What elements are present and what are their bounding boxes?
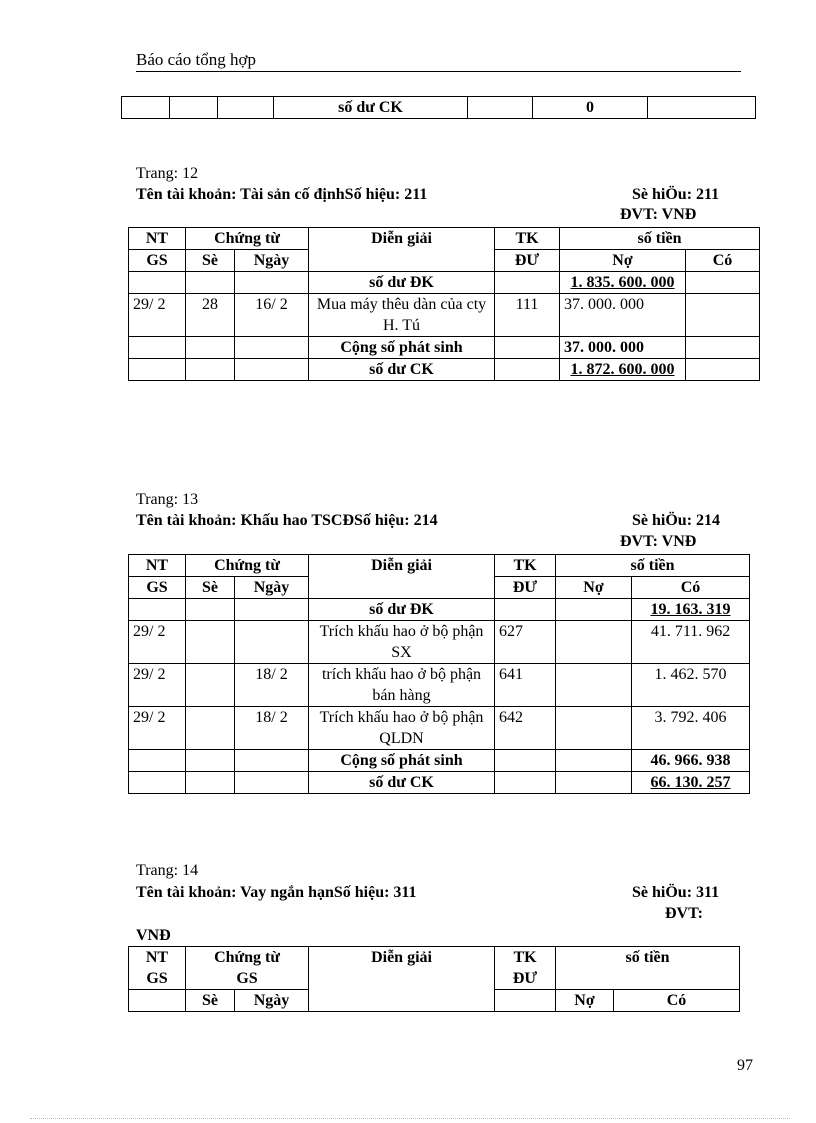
- credit-amount: 19. 163. 319: [632, 599, 750, 621]
- table-row: [122, 97, 756, 119]
- row-description: Mua máy thêu dàn của cty H. Tú: [309, 294, 495, 337]
- table-row: 29/ 2 Trích khấu hao ở bộ phận SX 627 41. 711. 962: [129, 621, 750, 664]
- col-header-du: ĐƯ: [512, 970, 538, 987]
- row-description: Trích khấu hao ở bộ phận QLDN: [309, 707, 495, 750]
- page-label: Trang: 14: [136, 862, 199, 879]
- col-header-so: Sè: [186, 990, 235, 1012]
- row-description: Trích khấu hao ở bộ phận SX: [309, 621, 495, 664]
- credit-amount: 41. 711. 962: [632, 621, 750, 664]
- account-name: Tên tài khoản: Vay ngắn hạnSố hiệu: 311: [136, 884, 417, 901]
- table-header-row: [129, 228, 760, 250]
- col-header-nt: NT: [129, 555, 186, 577]
- row-description: trích khấu hao ở bộ phận bán hàng: [309, 664, 495, 707]
- table-row: [129, 359, 760, 381]
- page-label: Trang: 13: [136, 491, 199, 508]
- unit-label: ĐVT:: [665, 905, 703, 922]
- col-header-co: Có: [632, 577, 750, 599]
- account-code: Sè hiÖu: 211: [632, 186, 720, 203]
- balance-label: số dư CK: [274, 97, 468, 119]
- credit-amount: 1. 462. 570: [632, 664, 750, 707]
- col-header-du: ĐƯ: [495, 250, 560, 272]
- col-header-co: Có: [614, 990, 740, 1012]
- col-header-ngay: Ngày: [235, 990, 309, 1012]
- col-header-so-tien: số tiền: [556, 555, 750, 577]
- table-row: [129, 337, 760, 359]
- col-header-gs: GS: [129, 250, 186, 272]
- unit-label: ĐVT: VNĐ: [620, 206, 697, 223]
- header-divider: [136, 71, 741, 72]
- col-header-chung-tu: Chứng từ: [186, 228, 309, 250]
- account-name: Tên tài khoản: Khấu hao TSCĐSố hiệu: 214: [136, 512, 438, 529]
- unit-currency: VNĐ: [136, 927, 171, 944]
- credit-amount: 3. 792. 406: [632, 707, 750, 750]
- col-header-du: ĐƯ: [495, 577, 556, 599]
- row-description: số dư ĐK: [309, 272, 495, 294]
- row-description: Cộng số phát sinh: [309, 337, 495, 359]
- col-header-dien-giai: Diễn giải: [309, 947, 495, 1012]
- col-header-dien-giai: Diễn giải: [309, 555, 495, 599]
- col-header-tk: TK: [495, 228, 560, 250]
- table-row: 29/ 2 28 16/ 2 Mua máy thêu dàn của cty H. Tú 111 37. 000. 000: [129, 294, 760, 337]
- table-row: 29/ 2 18/ 2 trích khấu hao ở bộ phận bán hàng 641 1. 462. 570: [129, 664, 750, 707]
- row-description: số dư CK: [309, 359, 495, 381]
- report-title: Báo cáo tổng hợp: [136, 50, 256, 69]
- debit-amount: 37. 000. 000: [560, 294, 686, 337]
- account-code: Sè hiÖu: 311: [632, 884, 720, 901]
- ledger-table-211: [128, 227, 760, 381]
- account-code: Sè hiÖu: 214: [632, 512, 721, 529]
- col-header-tk: TK: [513, 949, 537, 966]
- page-number: 97: [737, 1057, 753, 1074]
- table-header-row: [129, 555, 750, 577]
- col-header-no: Nợ: [556, 990, 614, 1012]
- ledger-table-214: [128, 554, 750, 794]
- table-row: [129, 750, 750, 772]
- col-header-chung-tu: Chứng từ: [214, 949, 280, 966]
- table-header-row: NT GS Chứng từ GS Diễn giải TK ĐƯ số tiền: [129, 947, 740, 990]
- col-header-no: Nợ: [560, 250, 686, 272]
- col-header-so-tien: số tiền: [556, 947, 740, 990]
- col-header-so-tien: số tiền: [560, 228, 760, 250]
- table-row: [129, 272, 760, 294]
- page-label: Trang: 12: [136, 165, 199, 182]
- col-header-chung-tu: Chứng từ: [186, 555, 309, 577]
- col-header-no: Nợ: [556, 577, 632, 599]
- col-header-dien-giai: Diễn giải: [309, 228, 495, 272]
- debit-amount: 37. 000. 000: [560, 337, 686, 359]
- col-header-ngay: Ngày: [235, 577, 309, 599]
- col-header-nt: NT: [145, 949, 169, 966]
- col-header-co: Có: [686, 250, 760, 272]
- table-row: [129, 599, 750, 621]
- debit-amount: 1. 835. 600. 000: [560, 272, 686, 294]
- table-row: [129, 772, 750, 794]
- row-description: số dư ĐK: [309, 599, 495, 621]
- balance-value: 0: [533, 97, 648, 119]
- unit-label: ĐVT: VNĐ: [620, 533, 697, 550]
- row-description: Cộng số phát sinh: [309, 750, 495, 772]
- col-header-ngay: Ngày: [235, 250, 309, 272]
- col-header-gs: GS: [146, 970, 168, 987]
- row-description: số dư CK: [309, 772, 495, 794]
- ledger-table-311: [128, 946, 740, 1012]
- col-header-so: Sè: [186, 250, 235, 272]
- col-header-so: Sè: [186, 577, 235, 599]
- col-header-tk: TK: [495, 555, 556, 577]
- credit-amount: 46. 966. 938: [632, 750, 750, 772]
- col-header-gs: GS: [129, 577, 186, 599]
- debit-amount: 1. 872. 600. 000: [560, 359, 686, 381]
- table-row: 29/ 2 18/ 2 Trích khấu hao ở bộ phận QLDN 642 3. 792. 406: [129, 707, 750, 750]
- page-edge: [30, 1118, 790, 1119]
- account-name: Tên tài khoản: Tài sản cố địnhSố hiệu: 211: [136, 186, 428, 203]
- col-header-nt: NT: [129, 228, 186, 250]
- carryover-table: [121, 96, 756, 119]
- credit-amount: 66. 130. 257: [632, 772, 750, 794]
